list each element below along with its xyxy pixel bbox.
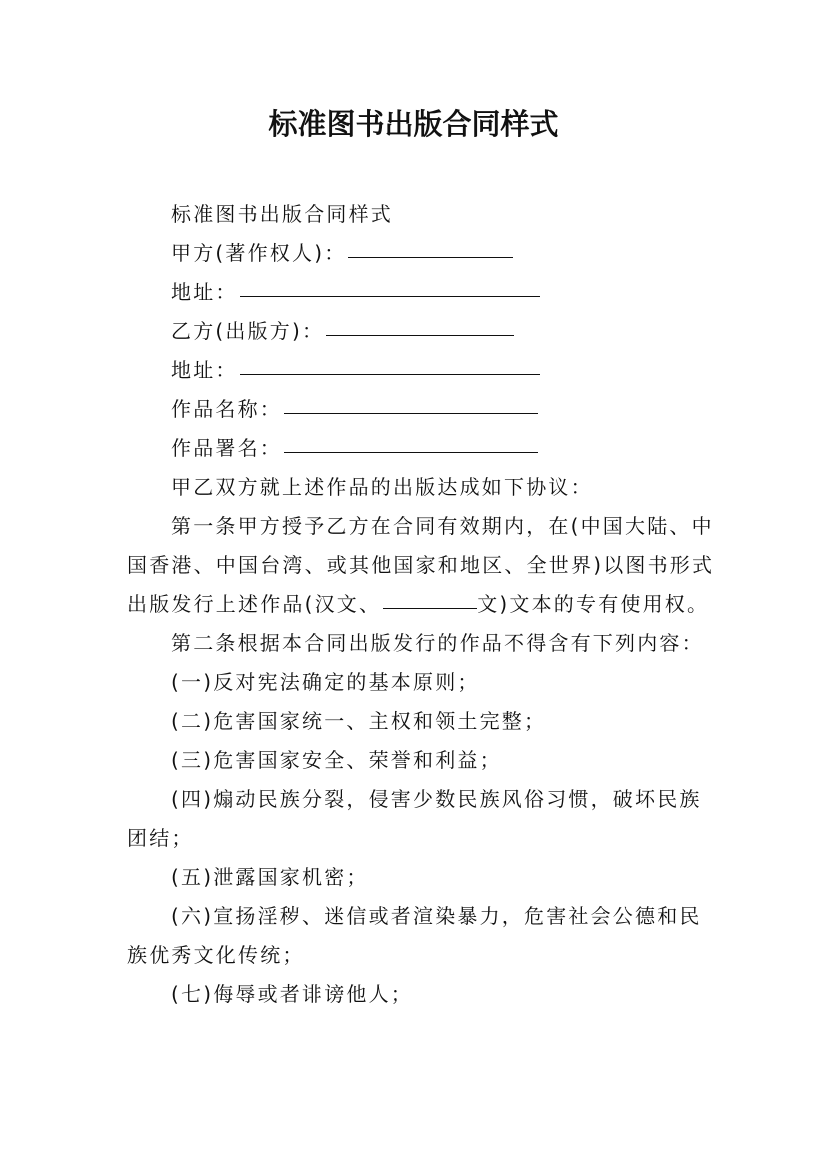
work-signature-blank (284, 451, 538, 453)
language-blank (383, 607, 477, 609)
clause-item-text: (三)危害国家安全、荣誉和利益； (171, 748, 502, 772)
document-title: 标准图书出版合同样式 (268, 107, 559, 141)
party-a-line (127, 234, 717, 273)
work-name-label: 作品名称： (171, 397, 282, 421)
party-b-label: 乙方(出版方)： (171, 319, 325, 343)
address-a-blank (240, 295, 540, 297)
clause-item-text: (五)泄露国家机密； (171, 865, 369, 889)
article-1 (127, 507, 717, 624)
address-b-line (127, 351, 717, 390)
address-b-label: 地址： (171, 358, 238, 382)
clause-item (127, 858, 717, 897)
party-a-label: 甲方(著作权人)： (171, 241, 347, 265)
clause-item-text: (六)宣扬淫秽、迷信或者渲染暴力，危害社会公德和民族优秀文化传统； (127, 904, 702, 967)
party-b-blank (326, 334, 514, 336)
clause-item (127, 975, 717, 1014)
clause-item (127, 702, 717, 741)
agreement-intro-text: 甲乙双方就上述作品的出版达成如下协议： (171, 475, 593, 499)
subtitle-text: 标准图书出版合同样式 (171, 202, 393, 226)
work-signature-line (127, 429, 717, 468)
work-name-line (127, 390, 717, 429)
party-b-line (127, 312, 717, 351)
work-signature-label: 作品署名： (171, 436, 282, 460)
clause-item (127, 897, 717, 975)
work-name-blank (284, 412, 538, 414)
clause-item-text: (二)危害国家统一、主权和领土完整； (171, 709, 547, 733)
article-2-text: 第二条根据本合同出版发行的作品不得含有下列内容： (171, 631, 704, 655)
address-a-line (127, 273, 717, 312)
clause-item-text: (四)煽动民族分裂，侵害少数民族风俗习惯，破坏民族团结； (127, 787, 702, 850)
article-1-text-a: 第一条甲方授予乙方在合同有效期内，在(中国大陆、中国香港、中国台湾、或其他国家和地区、全世界)以图书形式出版发行上述作品(汉文、 (127, 514, 715, 616)
subtitle-line (127, 195, 717, 234)
article-2 (127, 624, 717, 663)
clause-item-text: (七)侮辱或者诽谤他人； (171, 982, 414, 1006)
address-a-label: 地址： (171, 280, 238, 304)
clause-item-text: (一)反对宪法确定的基本原则； (171, 670, 480, 694)
clause-item (127, 663, 717, 702)
clause-item (127, 741, 717, 780)
document-body (127, 195, 717, 1014)
address-b-blank (240, 373, 540, 375)
party-a-blank (348, 256, 513, 258)
agreement-intro (127, 468, 717, 507)
article-1-text-b: 文)文本的专有使用权。 (477, 592, 710, 616)
clause-item (127, 780, 717, 858)
